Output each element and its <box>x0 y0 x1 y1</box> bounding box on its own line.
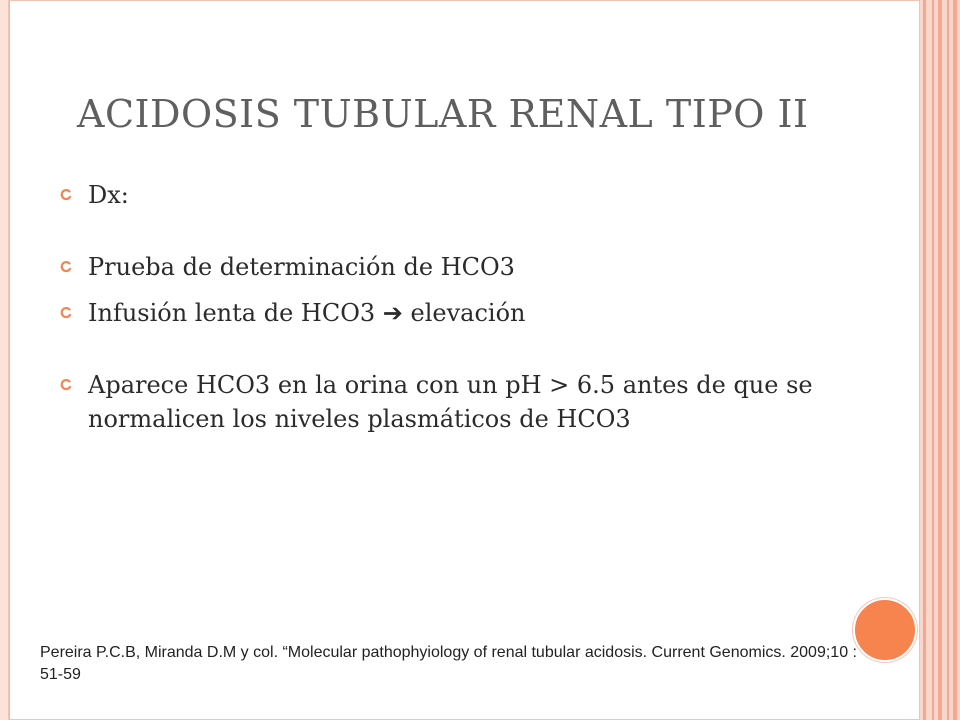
bullet-item-aparece <box>60 368 840 436</box>
right-stripe-decoration <box>920 0 960 720</box>
bullet-text: Infusión lenta de HCO3 ➔ elevación <box>88 299 526 327</box>
bullet-item-dx <box>60 178 840 212</box>
bullet-item-prueba <box>60 250 840 284</box>
left-border-decoration <box>0 0 8 720</box>
bullet-icon <box>60 261 72 273</box>
bullet-icon <box>60 189 72 201</box>
reference-citation: Pereira P.C.B, Miranda D.M y col. “Molecular pathophyiology of renal tubular acidosis. Current Genomics. 2009;10 : 51-59 <box>40 644 857 683</box>
bullet-text: Aparece HCO3 en la orina con un pH > 6.5 antes de que se normalicen los niveles plasmáticos de HCO3 <box>88 371 813 433</box>
bullet-list <box>60 178 840 436</box>
bullet-icon <box>60 379 72 391</box>
bullet-text: Dx: <box>88 181 129 209</box>
bullet-item-infusion <box>60 296 840 330</box>
slide-title: ACIDOSIS TUBULAR RENAL TIPO II <box>77 92 809 136</box>
bullet-icon <box>60 307 72 319</box>
bullet-text: Prueba de determinación de HCO3 <box>88 253 515 281</box>
